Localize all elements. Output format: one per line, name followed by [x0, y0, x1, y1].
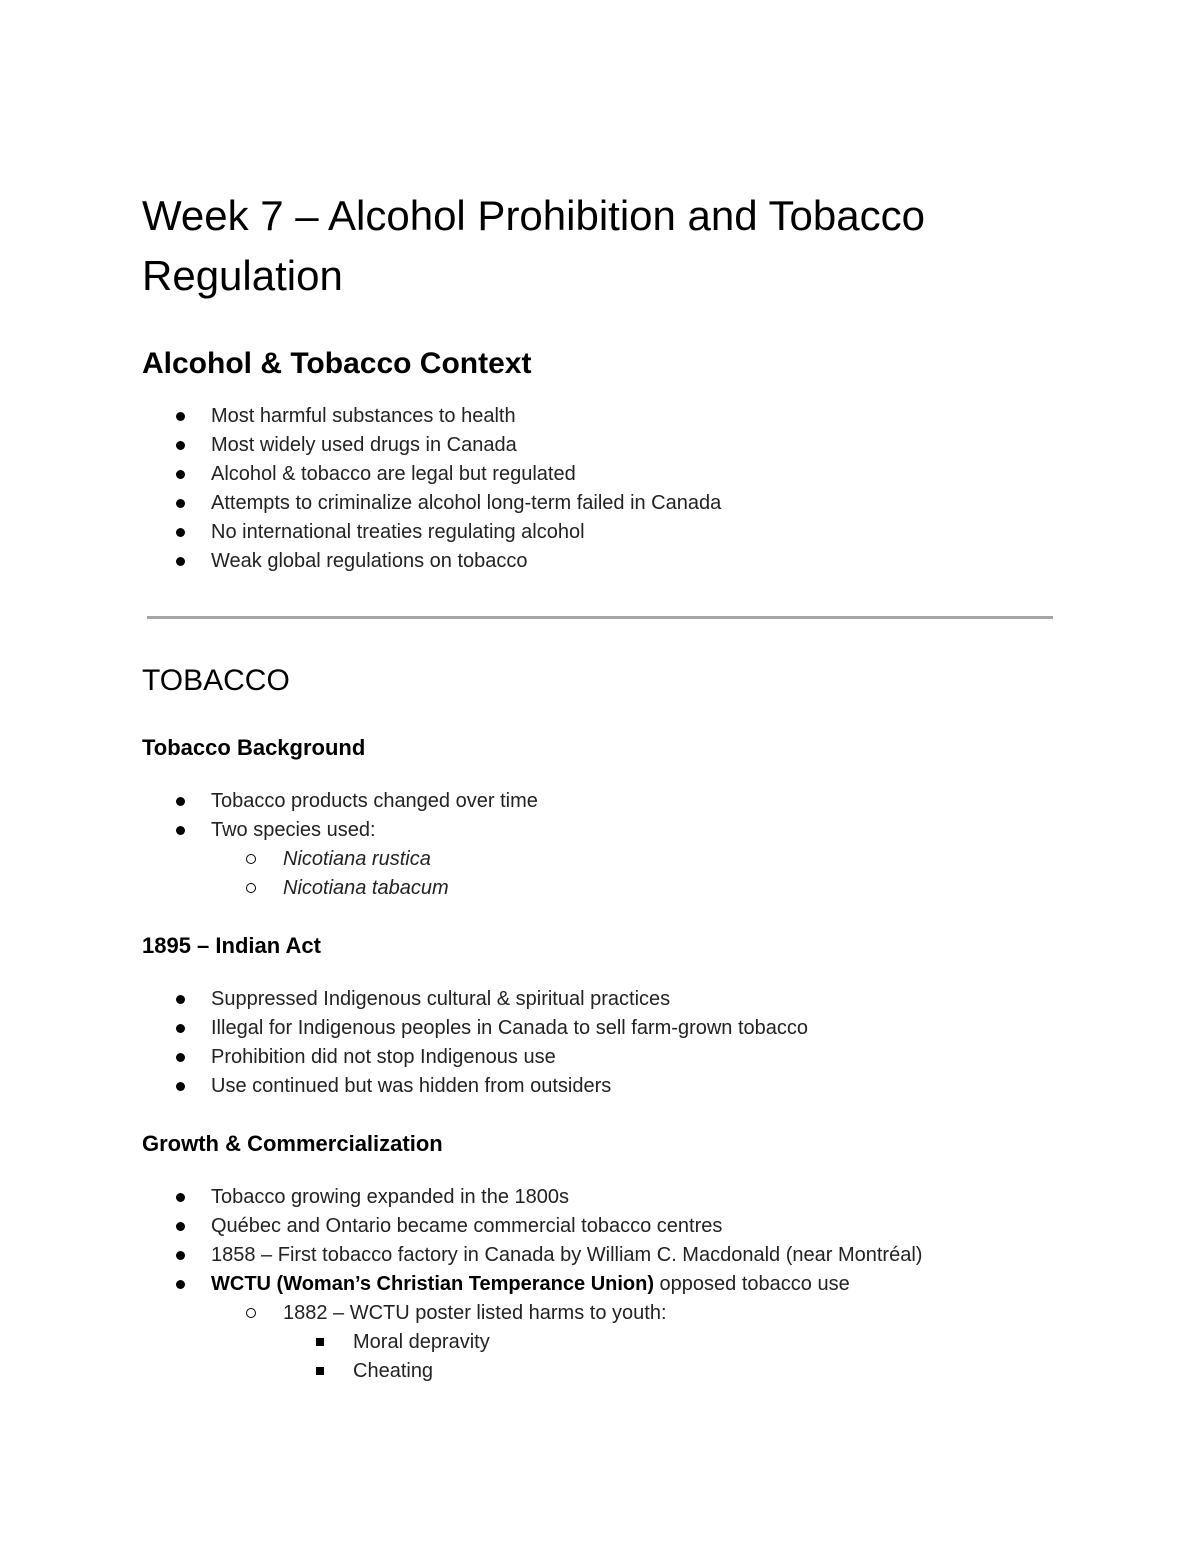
list-item: Most harmful substances to health — [142, 402, 1054, 431]
indian-act-list — [142, 985, 1054, 1101]
bullet-dot-icon — [176, 1072, 185, 1101]
bullet-ring-icon — [246, 845, 256, 874]
bullet-dot-icon — [176, 1043, 185, 1072]
list-item: WCTU (Woman’s Christian Temperance Union) opposed tobacco use — [142, 1270, 1054, 1299]
list-item: Attempts to criminalize alcohol long-term failed in Canada — [142, 489, 1054, 518]
document-title: Week 7 – Alcohol Prohibition and Tobacco Regulation — [142, 192, 925, 299]
list-item: 1882 – WCTU poster listed harms to youth: — [142, 1299, 1054, 1328]
wctu-sub-list — [142, 1299, 1054, 1328]
tobacco-background-list — [142, 787, 1054, 845]
bullet-dot-icon — [176, 1241, 185, 1270]
bullet-dot-icon — [176, 489, 185, 518]
bullet-dot-icon — [176, 1183, 185, 1212]
list-item: Tobacco growing expanded in the 1800s — [142, 1183, 1054, 1212]
bullet-square-icon — [316, 1357, 324, 1386]
document-page — [142, 186, 1054, 1386]
bullet-dot-icon — [176, 547, 185, 576]
context-list — [142, 402, 1054, 576]
bullet-dot-icon — [176, 431, 185, 460]
bullet-dot-icon — [176, 402, 185, 431]
harms-list — [142, 1328, 1054, 1386]
list-item: Québec and Ontario became commercial tobacco centres — [142, 1212, 1054, 1241]
list-item: 1858 – First tobacco factory in Canada by William C. Macdonald (near Montréal) — [142, 1241, 1054, 1270]
list-item: Nicotiana tabacum — [142, 874, 1054, 903]
context-heading: Alcohol & Tobacco Context — [142, 347, 532, 380]
list-item: Two species used: — [142, 816, 1054, 845]
growth-heading: Growth & Commercialization — [142, 1131, 443, 1156]
tobacco-section-heading: TOBACCO — [142, 664, 290, 697]
list-item: Cheating — [142, 1357, 1054, 1386]
bullet-dot-icon — [176, 1014, 185, 1043]
bullet-square-icon — [316, 1328, 324, 1357]
tobacco-background-heading: Tobacco Background — [142, 735, 366, 760]
wctu-bold-text: WCTU (Woman’s Christian Temperance Union) — [211, 1273, 654, 1295]
growth-list — [142, 1183, 1054, 1299]
list-item: No international treaties regulating alcohol — [142, 518, 1054, 547]
bullet-ring-icon — [246, 874, 256, 903]
bullet-dot-icon — [176, 518, 185, 547]
bullet-dot-icon — [176, 816, 185, 845]
species-list — [142, 845, 1054, 903]
list-item: Illegal for Indigenous peoples in Canada to sell farm-grown tobacco — [142, 1014, 1054, 1043]
list-item: Moral depravity — [142, 1328, 1054, 1357]
list-item: Weak global regulations on tobacco — [142, 547, 1054, 576]
bullet-dot-icon — [176, 787, 185, 816]
bullet-dot-icon — [176, 1212, 185, 1241]
list-item: Most widely used drugs in Canada — [142, 431, 1054, 460]
list-item: Suppressed Indigenous cultural & spiritual practices — [142, 985, 1054, 1014]
bullet-dot-icon — [176, 1270, 185, 1299]
list-item: Use continued but was hidden from outsiders — [142, 1072, 1054, 1101]
list-item: Nicotiana rustica — [142, 845, 1054, 874]
list-item: Alcohol & tobacco are legal but regulated — [142, 460, 1054, 489]
indian-act-heading: 1895 – Indian Act — [142, 933, 321, 958]
bullet-ring-icon — [246, 1299, 256, 1328]
list-item: Tobacco products changed over time — [142, 787, 1054, 816]
list-item: Prohibition did not stop Indigenous use — [142, 1043, 1054, 1072]
bullet-dot-icon — [176, 985, 185, 1014]
bullet-dot-icon — [176, 460, 185, 489]
